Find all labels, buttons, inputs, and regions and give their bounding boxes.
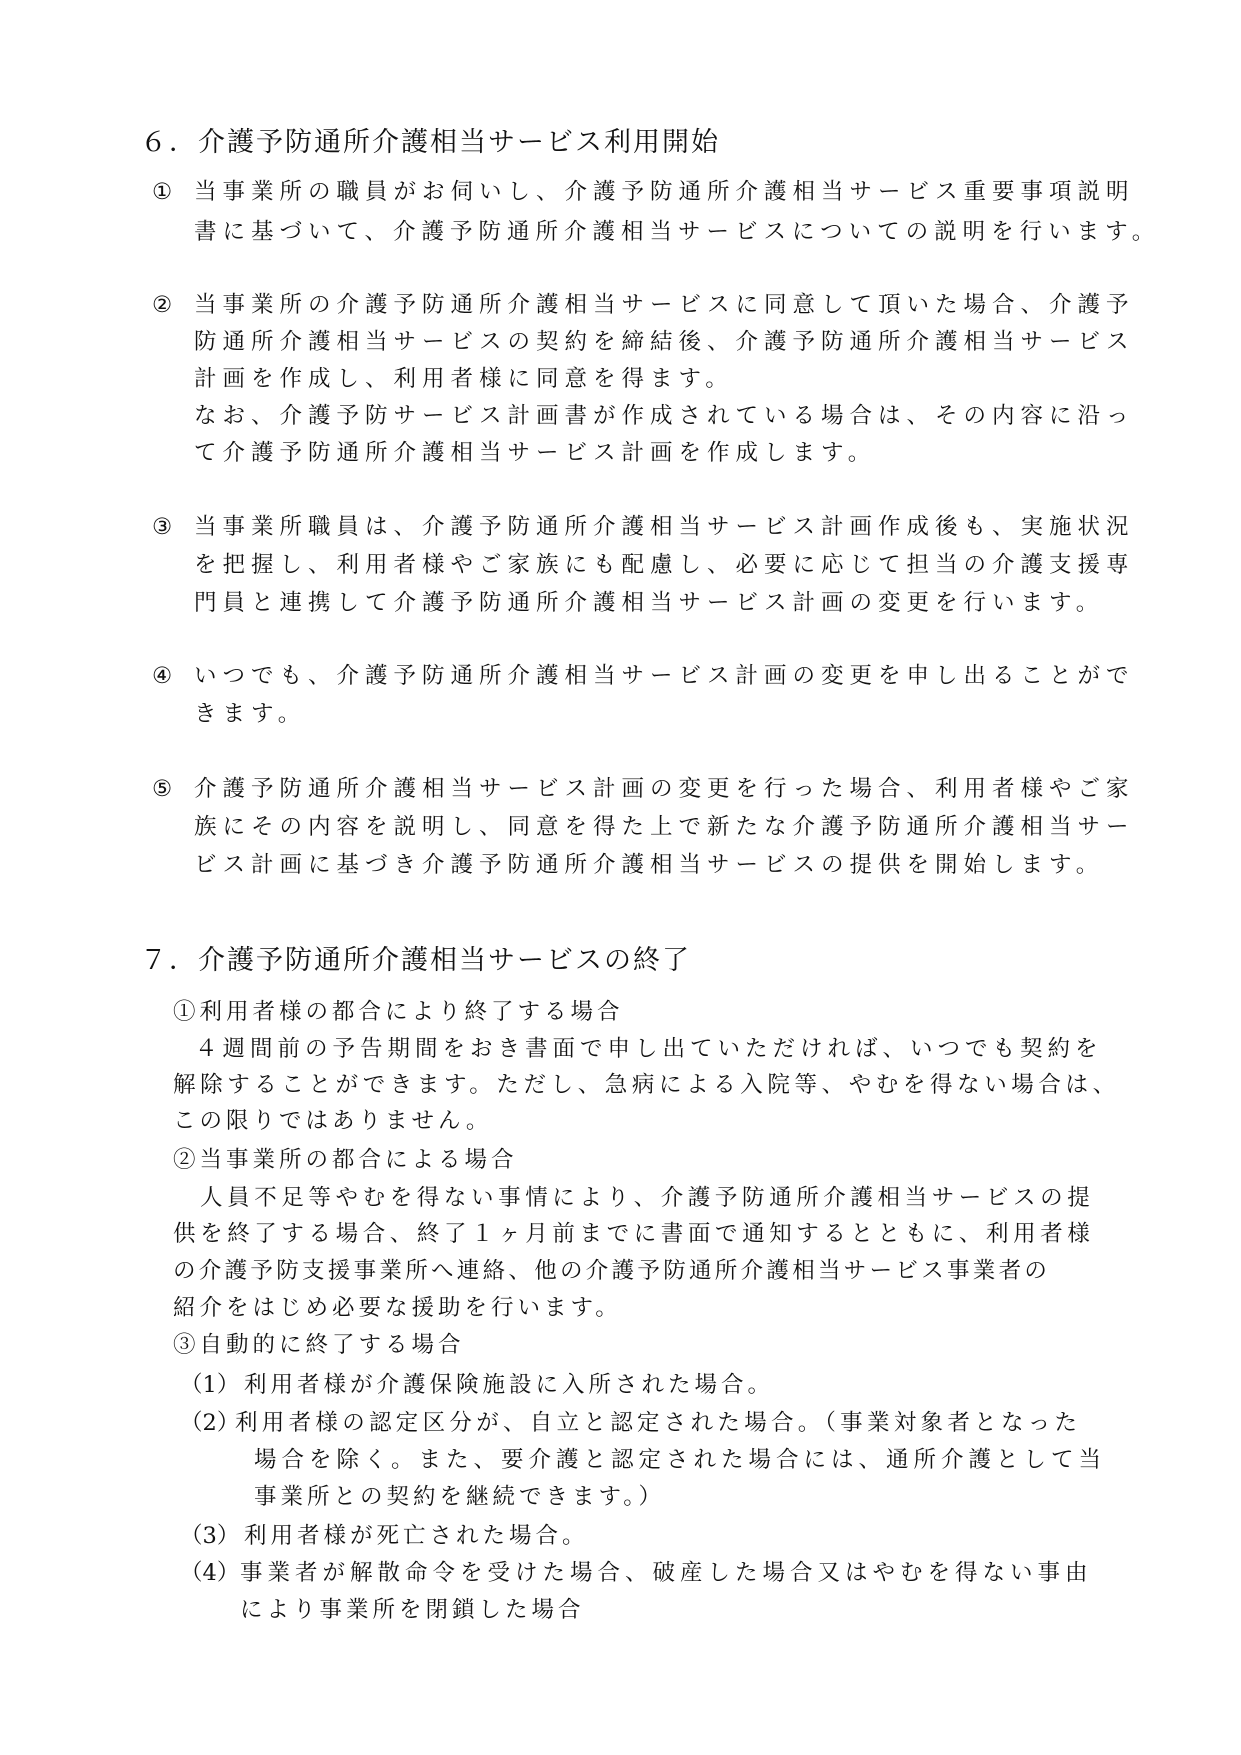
item-marker: ④ [152, 663, 173, 689]
case-line: により事業所を閉鎖した場合 [240, 1597, 585, 1623]
item-line: 族にその内容を説明し、同意を得た上で新たな介護予防通所介護相当サー [194, 814, 1135, 840]
case-line: 利用者様が介護保険施設に入所された場合。 [244, 1372, 775, 1398]
case-line: 利用者様が死亡された場合。 [244, 1523, 589, 1549]
case-marker: （2） [180, 1410, 240, 1436]
item-marker: ② [152, 292, 173, 318]
item-line: て介護予防通所介護相当サービス計画を作成します。 [194, 440, 877, 466]
paragraph-line: 解除することができます。ただし、急病による入院等、やむを得ない場合は、 [173, 1072, 1120, 1098]
case-line: 利用者様の認定区分が、自立と認定された場合。（事業対象者となった [235, 1410, 1082, 1436]
item-line: 門員と連携して介護予防通所介護相当サービス計画の変更を行います。 [194, 590, 1105, 616]
case-marker: （3） [180, 1523, 240, 1549]
item-line: 当事業所の介護予防通所介護相当サービスに同意して頂いた場合、介護予 [194, 292, 1135, 318]
sub-heading: ②当事業所の都合による場合 [173, 1147, 518, 1173]
item-marker: ⑤ [152, 776, 173, 802]
item-line: きます。 [194, 701, 307, 727]
item-line: 当事業所職員は、介護予防通所介護相当サービス計画作成後も、実施状況 [194, 514, 1135, 540]
case-line: 事業者が解散命令を受けた場合、破産した場合又はやむを得ない事由 [240, 1560, 1093, 1586]
paragraph-line: 紹介をはじめ必要な援助を行います。 [173, 1295, 622, 1321]
item-line: 計画を作成し、利用者様に同意を得ます。 [194, 366, 734, 392]
item-line: なお、介護予防サービス計画書が作成されている場合は、その内容に沿っ [194, 403, 1135, 429]
item-line: を把握し、利用者様やご家族にも配慮し、必要に応じて担当の介護支援専 [194, 552, 1135, 578]
paragraph-line: この限りではありません。 [173, 1108, 493, 1134]
item-line: いつでも、介護予防通所介護相当サービス計画の変更を申し出ることがで [194, 663, 1135, 689]
case-marker: （1） [180, 1372, 240, 1398]
item-line: 防通所介護相当サービスの契約を締結後、介護予防通所介護相当サービス [194, 329, 1135, 355]
item-line: 当事業所の職員がお伺いし、介護予防通所介護相当サービス重要事項説明 [194, 179, 1135, 205]
case-line: 場合を除く。また、要介護と認定された場合には、通所介護として当 [254, 1447, 1107, 1473]
case-marker: （4） [180, 1560, 240, 1586]
sub-heading: ③自動的に終了する場合 [173, 1332, 465, 1358]
item-line: ビス計画に基づき介護予防通所介護相当サービスの提供を開始します。 [194, 852, 1105, 878]
paragraph-line: 人員不足等やむを得ない事情により、介護予防通所介護相当サービスの提 [200, 1185, 1095, 1211]
item-marker: ① [152, 179, 173, 205]
paragraph-line: の介護予防支援事業所へ連絡、他の介護予防通所介護相当サービス事業者の [173, 1258, 1051, 1284]
item-line: 介護予防通所介護相当サービス計画の変更を行った場合、利用者様やご家 [194, 776, 1135, 802]
paragraph-line: 供を終了する場合、終了１ヶ月前までに書面で通知するとともに、利用者様 [173, 1221, 1095, 1247]
paragraph-line: ４週間前の予告期間をおき書面で申し出ていただければ、いつでも契約を [195, 1036, 1103, 1062]
case-line: 事業所との契約を継続できます。） [254, 1484, 665, 1510]
section-6-title: ６．介護予防通所介護相当サービス利用開始 [140, 127, 720, 158]
section-7-title: ７．介護予防通所介護相当サービスの終了 [140, 945, 691, 976]
item-marker: ③ [152, 514, 173, 540]
item-line: 書に基づいて、介護予防通所介護相当サービスについての説明を行います。 [194, 219, 1161, 245]
sub-heading: ①利用者様の都合により終了する場合 [173, 999, 624, 1025]
